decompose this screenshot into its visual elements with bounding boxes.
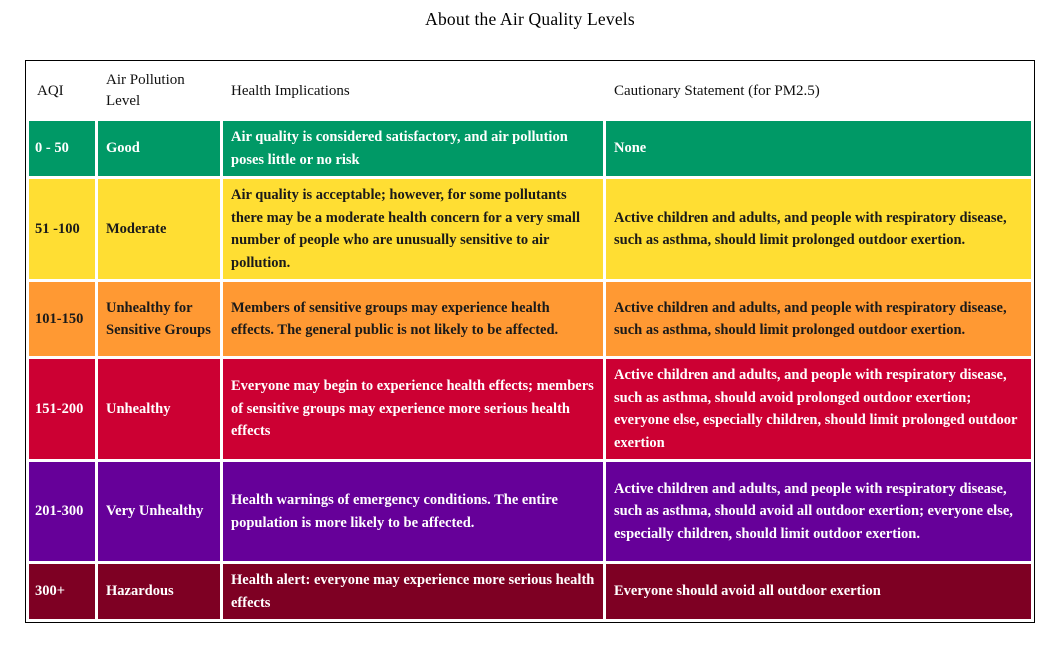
aqi-cell: 0 - 50 <box>29 121 95 176</box>
aqi-levels-table <box>25 60 1035 623</box>
table-row-hazardous <box>29 564 1031 619</box>
health-implications-cell: Air quality is acceptable; however, for some pollutants there may be a moderate health concern for a very small number of people who are unusually sensitive to air pollution. <box>223 179 603 279</box>
pollution-level-cell: Unhealthy <box>98 359 220 459</box>
table-row-good <box>29 121 1031 176</box>
aqi-cell: 300+ <box>29 564 95 619</box>
cautionary-statement-cell: Everyone should avoid all outdoor exertion <box>606 564 1031 619</box>
health-implications-cell: Air quality is considered satisfactory, and air pollution poses little or no risk <box>223 121 603 176</box>
header-health-implications: Health Implications <box>223 64 603 118</box>
header-aqi: AQI <box>29 64 95 118</box>
cautionary-statement-cell: Active children and adults, and people with respiratory disease, such as asthma, should avoid prolonged outdoor exertion; everyone else, especially children, should limit prolonged outdoor exertion <box>606 359 1031 459</box>
pollution-level-cell: Very Unhealthy <box>98 462 220 561</box>
page-title: About the Air Quality Levels <box>425 9 635 29</box>
cautionary-statement-cell: Active children and adults, and people with respiratory disease, such as asthma, should limit prolonged outdoor exertion. <box>606 282 1031 356</box>
table-row-unhealthy-sensitive <box>29 282 1031 356</box>
header-row <box>29 64 1031 118</box>
cautionary-statement-cell: None <box>606 121 1031 176</box>
table-row-unhealthy <box>29 359 1031 459</box>
pollution-level-cell: Unhealthy for Sensitive Groups <box>98 282 220 356</box>
aqi-cell: 101-150 <box>29 282 95 356</box>
cautionary-statement-cell: Active children and adults, and people with respiratory disease, such as asthma, should limit prolonged outdoor exertion. <box>606 179 1031 279</box>
health-implications-cell: Everyone may begin to experience health effects; members of sensitive groups may experience more serious health effects <box>223 359 603 459</box>
health-implications-cell: Health warnings of emergency conditions. The entire population is more likely to be affected. <box>223 462 603 561</box>
table-row-moderate <box>29 179 1031 279</box>
header-cautionary-statement: Cautionary Statement (for PM2.5) <box>606 64 1031 118</box>
header-pollution-level: Air Pollution Level <box>98 64 220 118</box>
aqi-cell: 201-300 <box>29 462 95 561</box>
pollution-level-cell: Good <box>98 121 220 176</box>
aqi-cell: 51 -100 <box>29 179 95 279</box>
health-implications-cell: Health alert: everyone may experience more serious health effects <box>223 564 603 619</box>
pollution-level-cell: Moderate <box>98 179 220 279</box>
cautionary-statement-cell: Active children and adults, and people with respiratory disease, such as asthma, should avoid all outdoor exertion; everyone else, especially children, should limit outdoor exertion. <box>606 462 1031 561</box>
pollution-level-cell: Hazardous <box>98 564 220 619</box>
aqi-cell: 151-200 <box>29 359 95 459</box>
health-implications-cell: Members of sensitive groups may experience health effects. The general public is not likely to be affected. <box>223 282 603 356</box>
table-row-very-unhealthy <box>29 462 1031 561</box>
